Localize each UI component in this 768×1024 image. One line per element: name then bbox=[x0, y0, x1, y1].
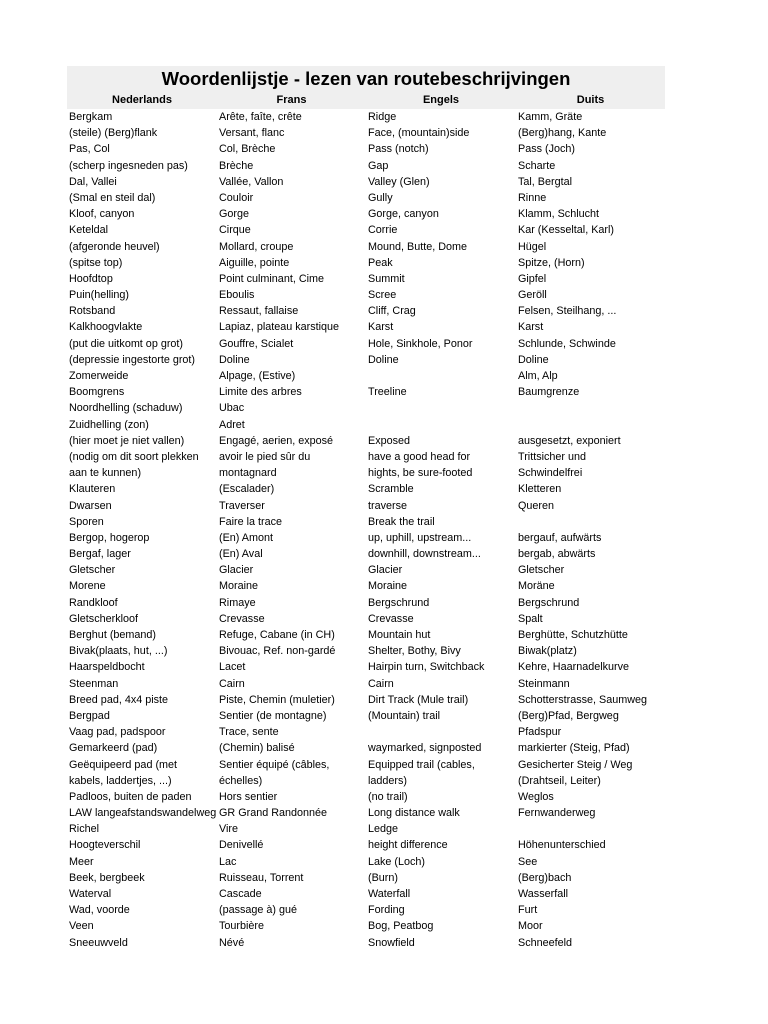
cell-nederlands: Haarspeldbocht bbox=[69, 661, 145, 674]
table-row bbox=[67, 562, 665, 578]
cell-duits: Spitze, (Horn) bbox=[518, 256, 585, 269]
cell-engels: Face, (mountain)side bbox=[368, 127, 470, 140]
cell-nederlands: Morene bbox=[69, 580, 106, 593]
cell-nederlands: Richel bbox=[69, 823, 100, 836]
table-row bbox=[67, 433, 665, 449]
cell-nederlands: Pas, Col bbox=[69, 143, 110, 156]
cell-nederlands: Kloof, canyon bbox=[69, 208, 135, 221]
cell-duits: Pfadspur bbox=[518, 726, 562, 739]
cell-frans: Arête, faîte, crête bbox=[219, 111, 302, 123]
cell-nederlands: Berghut (bemand) bbox=[69, 629, 157, 641]
table-row bbox=[67, 530, 665, 546]
cell-nederlands: Zomerweide bbox=[69, 370, 129, 382]
cell-nederlands: Dwarsen bbox=[69, 499, 112, 512]
cell-nederlands: Randkloof bbox=[69, 596, 118, 609]
cell-frans: Denivellé bbox=[219, 839, 264, 852]
word-list-sheet bbox=[67, 66, 665, 951]
cell-engels: Dirt Track (Mule trail) bbox=[368, 693, 469, 706]
cell-nederlands: kabels, laddertjes, ...) bbox=[69, 774, 172, 787]
table-row bbox=[67, 578, 665, 594]
cell-duits: markierter (Steig, Pfad) bbox=[518, 742, 630, 755]
cell-engels: Hole, Sinkhole, Ponor bbox=[368, 337, 473, 350]
cell-duits: Gipfel bbox=[518, 272, 547, 285]
cell-nederlands: Beek, bergbeek bbox=[69, 871, 145, 884]
cell-nederlands: (steile) (Berg)flank bbox=[69, 127, 158, 140]
table-row bbox=[67, 481, 665, 497]
cell-duits: See bbox=[518, 855, 538, 868]
cell-duits: Schwindelfrei bbox=[518, 467, 583, 480]
cell-engels: have a good head for bbox=[368, 450, 471, 463]
cell-engels: Corrie bbox=[368, 224, 398, 237]
cell-frans: Eboulis bbox=[219, 289, 255, 302]
cell-nederlands: (hier moet je niet vallen) bbox=[69, 434, 185, 447]
cell-duits: (Berg)hang, Kante bbox=[518, 127, 607, 140]
table-row bbox=[67, 805, 665, 821]
table-row bbox=[67, 255, 665, 271]
cell-frans: Brèche bbox=[219, 159, 254, 172]
cell-engels: Scree bbox=[368, 289, 397, 302]
cell-engels: traverse bbox=[368, 499, 408, 512]
table-row bbox=[67, 902, 665, 918]
cell-engels: Snowfield bbox=[368, 936, 415, 949]
table-row bbox=[67, 109, 665, 125]
cell-engels: Pass (notch) bbox=[368, 143, 429, 156]
cell-engels: downhill, downstream... bbox=[368, 548, 481, 561]
cell-frans: Vallée, Vallon bbox=[219, 175, 284, 188]
cell-duits: (Berg)Pfad, Bergweg bbox=[518, 709, 619, 722]
table-row bbox=[67, 724, 665, 740]
cell-frans: (Escalader) bbox=[219, 483, 275, 496]
cell-nederlands: Gletscherkloof bbox=[69, 612, 139, 625]
table-row bbox=[67, 708, 665, 724]
cell-duits bbox=[516, 417, 665, 433]
cell-duits: Trittsicher und bbox=[518, 450, 587, 463]
cell-nederlands: Bivak(plaats, hut, ...) bbox=[69, 645, 168, 658]
cell-duits bbox=[516, 400, 665, 416]
cell-frans: Piste, Chemin (muletier) bbox=[219, 693, 335, 706]
table-row bbox=[67, 789, 665, 805]
cell-duits: Weglos bbox=[518, 790, 554, 803]
cell-duits: Kar (Kesseltal, Karl) bbox=[518, 224, 615, 237]
cell-frans: (En) Amont bbox=[219, 531, 274, 544]
cell-nederlands: aan te kunnen) bbox=[69, 467, 142, 480]
table-row bbox=[67, 336, 665, 352]
cell-engels: Ridge bbox=[368, 111, 397, 123]
cell-frans: Alpage, (Estive) bbox=[219, 370, 296, 382]
cell-engels: Glacier bbox=[368, 564, 403, 577]
cell-frans: Rimaye bbox=[219, 596, 256, 609]
cell-frans: Ubac bbox=[219, 402, 245, 415]
cell-nederlands: Rotsband bbox=[69, 305, 116, 318]
cell-engels: Hairpin turn, Switchback bbox=[368, 661, 485, 674]
cell-duits: Queren bbox=[518, 499, 555, 512]
cell-nederlands: Zuidhelling (zon) bbox=[69, 418, 149, 431]
table-row bbox=[67, 352, 665, 368]
table-row bbox=[67, 676, 665, 692]
cell-nederlands: (depressie ingestorte grot) bbox=[69, 353, 196, 366]
cell-duits: Moräne bbox=[518, 580, 555, 593]
table-row bbox=[67, 740, 665, 756]
cell-frans: Aiguille, pointe bbox=[219, 256, 290, 269]
table-row bbox=[67, 498, 665, 514]
cell-duits: Schneefeld bbox=[518, 936, 573, 949]
cell-duits: Kletteren bbox=[518, 483, 562, 496]
column-header-duits: Duits bbox=[576, 94, 605, 106]
table-row bbox=[67, 174, 665, 190]
cell-duits: ausgesetzt, exponiert bbox=[518, 434, 621, 447]
cell-engels: waymarked, signposted bbox=[368, 742, 482, 755]
cell-engels: Equipped trail (cables, bbox=[368, 758, 475, 771]
table-row bbox=[67, 417, 665, 433]
cell-duits: Scharte bbox=[518, 159, 556, 172]
cell-duits: bergauf, aufwärts bbox=[518, 531, 602, 544]
cell-duits: (Drahtseil, Leiter) bbox=[518, 774, 601, 787]
cell-nederlands: (nodig om dit soort plekken bbox=[69, 450, 199, 463]
cell-frans: GR Grand Randonnée bbox=[219, 807, 328, 820]
cell-engels: height difference bbox=[368, 839, 448, 852]
word-table-body bbox=[67, 109, 665, 951]
cell-nederlands: (afgeronde heuvel) bbox=[69, 240, 160, 253]
table-row bbox=[67, 757, 665, 773]
cell-engels: (Mountain) trail bbox=[368, 709, 441, 722]
column-header-nederlands: Nederlands bbox=[112, 94, 172, 106]
cell-nederlands: Steenman bbox=[69, 677, 119, 690]
cell-frans: Lapiaz, plateau karstique bbox=[219, 321, 340, 334]
cell-nederlands: Sneeuwveld bbox=[69, 936, 128, 949]
table-row bbox=[67, 303, 665, 319]
table-row bbox=[67, 239, 665, 255]
cell-engels bbox=[366, 724, 516, 740]
cell-duits: Felsen, Steilhang, ... bbox=[518, 305, 617, 318]
cell-nederlands: Veen bbox=[69, 920, 94, 933]
table-row bbox=[67, 190, 665, 206]
cell-nederlands: Gemarkeerd (pad) bbox=[69, 742, 158, 755]
cell-frans: échelles) bbox=[219, 774, 263, 787]
cell-duits: Schlunde, Schwinde bbox=[518, 337, 616, 350]
cell-nederlands: Geëquipeerd pad (met bbox=[69, 758, 178, 771]
cell-nederlands: Waterval bbox=[69, 888, 112, 900]
table-row bbox=[67, 627, 665, 643]
cell-nederlands: LAW langeafstandswandelweg bbox=[69, 807, 217, 820]
cell-frans: (passage à) gué bbox=[219, 904, 298, 917]
cell-duits: Gletscher bbox=[518, 564, 565, 577]
cell-engels: Gully bbox=[368, 191, 393, 204]
cell-nederlands: Noordhelling (schaduw) bbox=[69, 402, 183, 415]
cell-frans: Point culminant, Cime bbox=[219, 272, 325, 285]
table-row bbox=[67, 821, 665, 837]
cell-frans: Versant, flanc bbox=[219, 127, 285, 140]
cell-frans: Trace, sente bbox=[219, 726, 279, 739]
column-header-engels: Engels bbox=[422, 94, 460, 106]
cell-frans: Refuge, Cabane (in CH) bbox=[219, 629, 335, 641]
table-row bbox=[67, 271, 665, 287]
cell-engels: Crevasse bbox=[368, 612, 414, 625]
table-row bbox=[67, 141, 665, 157]
table-row bbox=[67, 692, 665, 708]
cell-engels: ladders) bbox=[368, 774, 408, 787]
cell-nederlands: Padloos, buiten de paden bbox=[69, 790, 192, 803]
cell-frans: Cairn bbox=[219, 677, 245, 690]
cell-frans: Mollard, croupe bbox=[219, 240, 294, 253]
cell-nederlands: Dal, Vallei bbox=[69, 175, 117, 188]
cell-engels: Bergschrund bbox=[368, 596, 430, 609]
cell-duits: Steinmann bbox=[518, 677, 570, 690]
column-header-row bbox=[67, 92, 665, 109]
cell-engels: Shelter, Bothy, Bivy bbox=[368, 645, 461, 658]
cell-frans: Moraine bbox=[219, 580, 259, 593]
cell-duits: Furt bbox=[518, 904, 538, 917]
table-row bbox=[67, 514, 665, 530]
cell-nederlands: Wad, voorde bbox=[69, 904, 130, 917]
cell-nederlands: Kalkhoogvlakte bbox=[69, 321, 143, 334]
cell-duits: Hügel bbox=[518, 240, 547, 253]
cell-engels: (no trail) bbox=[368, 790, 408, 803]
cell-nederlands: Puin(helling) bbox=[69, 289, 130, 302]
cell-frans: montagnard bbox=[219, 467, 277, 480]
table-row bbox=[67, 611, 665, 627]
cell-engels: Break the trail bbox=[368, 515, 435, 528]
cell-engels: Moraine bbox=[368, 580, 408, 593]
cell-duits: Geröll bbox=[518, 289, 547, 302]
cell-duits: Pass (Joch) bbox=[518, 143, 575, 156]
cell-frans: Hors sentier bbox=[219, 790, 278, 803]
cell-duits: Biwak(platz) bbox=[518, 645, 577, 658]
cell-nederlands: Sporen bbox=[69, 515, 104, 528]
cell-frans: Traverser bbox=[219, 499, 265, 512]
cell-duits: Alm, Alp bbox=[518, 370, 558, 382]
cell-frans: Bivouac, Ref. non-gardé bbox=[219, 645, 336, 658]
cell-engels: Valley (Glen) bbox=[368, 175, 430, 188]
cell-nederlands: Vaag pad, padspoor bbox=[69, 726, 166, 739]
cell-frans: Sentier équipé (câbles, bbox=[219, 758, 330, 771]
cell-duits: Wasserfall bbox=[518, 888, 568, 900]
table-row bbox=[67, 773, 665, 789]
page-title: Woordenlijstje - lezen van routebeschrijvingen bbox=[67, 66, 665, 92]
table-row bbox=[67, 449, 665, 465]
cell-frans: Couloir bbox=[219, 191, 254, 204]
cell-duits: Fernwanderweg bbox=[518, 807, 596, 820]
cell-frans: Adret bbox=[219, 418, 245, 431]
cell-frans: Névé bbox=[219, 936, 245, 949]
cell-duits: bergab, abwärts bbox=[518, 548, 596, 561]
cell-frans: Crevasse bbox=[219, 612, 265, 625]
cell-frans: Ruisseau, Torrent bbox=[219, 871, 304, 884]
table-row bbox=[67, 595, 665, 611]
cell-frans: Lac bbox=[219, 855, 237, 868]
cell-duits: Kehre, Haarnadelkurve bbox=[518, 661, 630, 674]
cell-engels bbox=[366, 417, 516, 433]
cell-frans: Gorge bbox=[219, 208, 250, 221]
cell-duits: Tal, Bergtal bbox=[518, 175, 573, 188]
table-row bbox=[67, 643, 665, 659]
cell-duits: Kamm, Gräte bbox=[518, 111, 583, 123]
cell-nederlands: Gletscher bbox=[69, 564, 116, 577]
cell-frans: avoir le pied sûr du bbox=[219, 450, 311, 463]
cell-nederlands: Meer bbox=[69, 855, 94, 868]
cell-engels: Cairn bbox=[368, 677, 394, 690]
cell-frans: Sentier (de montagne) bbox=[219, 709, 327, 722]
cell-engels: (Burn) bbox=[368, 871, 398, 884]
cell-duits: Bergschrund bbox=[518, 596, 580, 609]
cell-frans: Cirque bbox=[219, 224, 251, 237]
cell-nederlands: Breed pad, 4x4 piste bbox=[69, 693, 169, 706]
table-row bbox=[67, 935, 665, 951]
cell-duits: Moor bbox=[518, 920, 543, 933]
cell-frans: Col, Brèche bbox=[219, 143, 276, 156]
cell-engels: Summit bbox=[368, 272, 405, 285]
cell-engels: Cliff, Crag bbox=[368, 305, 416, 318]
cell-engels: Fording bbox=[368, 904, 405, 917]
table-row bbox=[67, 287, 665, 303]
cell-nederlands: Bergkam bbox=[69, 111, 113, 123]
cell-duits: Rinne bbox=[518, 191, 547, 204]
cell-frans: Ressaut, fallaise bbox=[219, 305, 299, 318]
cell-duits bbox=[516, 514, 665, 530]
cell-frans: (En) Aval bbox=[219, 548, 263, 561]
cell-engels: Waterfall bbox=[368, 888, 411, 900]
table-row bbox=[67, 918, 665, 934]
table-row bbox=[67, 886, 665, 902]
cell-duits: Klamm, Schlucht bbox=[518, 208, 600, 221]
cell-duits: (Berg)bach bbox=[518, 871, 572, 884]
cell-nederlands: Bergop, hogerop bbox=[69, 531, 150, 544]
cell-engels bbox=[366, 400, 516, 416]
table-row bbox=[67, 870, 665, 886]
cell-engels: Ledge bbox=[368, 823, 399, 836]
cell-frans: Limite des arbres bbox=[219, 386, 302, 399]
cell-engels: up, uphill, upstream... bbox=[368, 531, 472, 544]
table-row bbox=[67, 222, 665, 238]
cell-engels: Gap bbox=[368, 159, 389, 172]
cell-nederlands: Klauteren bbox=[69, 483, 116, 496]
table-row bbox=[67, 465, 665, 481]
cell-engels: Lake (Loch) bbox=[368, 855, 426, 868]
table-row bbox=[67, 837, 665, 853]
table-row bbox=[67, 659, 665, 675]
table-row bbox=[67, 368, 665, 384]
table-row bbox=[67, 400, 665, 416]
cell-engels: Peak bbox=[368, 256, 393, 269]
cell-nederlands: (scherp ingesneden pas) bbox=[69, 159, 188, 172]
cell-duits: Karst bbox=[518, 321, 544, 334]
cell-frans: (Chemin) balisé bbox=[219, 742, 295, 755]
cell-engels: Mountain hut bbox=[368, 629, 431, 641]
table-row bbox=[67, 319, 665, 335]
column-header-frans: Frans bbox=[276, 94, 307, 106]
cell-duits bbox=[516, 821, 665, 837]
cell-frans: Cascade bbox=[219, 888, 262, 900]
cell-engels: Long distance walk bbox=[368, 807, 460, 820]
cell-duits: Baumgrenze bbox=[518, 386, 580, 399]
cell-nederlands: Boomgrens bbox=[69, 386, 125, 399]
cell-duits: Berghütte, Schutzhütte bbox=[518, 629, 628, 641]
cell-engels: Exposed bbox=[368, 434, 411, 447]
table-row bbox=[67, 854, 665, 870]
cell-frans: Engagé, aerien, exposé bbox=[219, 434, 334, 447]
cell-duits: Schotterstrasse, Saumweg bbox=[518, 693, 648, 706]
cell-frans: Doline bbox=[219, 353, 250, 366]
table-row bbox=[67, 546, 665, 562]
cell-engels: Doline bbox=[368, 353, 399, 366]
cell-nederlands: Hoofdtop bbox=[69, 272, 113, 285]
cell-engels: Bog, Peatbog bbox=[368, 920, 434, 933]
cell-nederlands: Keteldal bbox=[69, 224, 109, 237]
cell-engels: Treeline bbox=[368, 386, 407, 399]
cell-frans: Lacet bbox=[219, 661, 246, 674]
cell-frans: Gouffre, Scialet bbox=[219, 337, 294, 350]
table-row bbox=[67, 158, 665, 174]
cell-nederlands: (Smal en steil dal) bbox=[69, 191, 156, 204]
cell-frans: Faire la trace bbox=[219, 515, 283, 528]
table-row bbox=[67, 206, 665, 222]
cell-nederlands: Bergpad bbox=[69, 709, 110, 722]
cell-frans: Tourbière bbox=[219, 920, 265, 933]
table-row bbox=[67, 384, 665, 400]
cell-nederlands: (spitse top) bbox=[69, 256, 123, 269]
cell-nederlands: (put die uitkomt op grot) bbox=[69, 337, 184, 350]
cell-nederlands: Bergaf, lager bbox=[69, 548, 131, 561]
cell-frans: Vire bbox=[219, 823, 239, 836]
cell-engels bbox=[366, 368, 516, 384]
cell-nederlands: Hoogteverschil bbox=[69, 839, 141, 852]
cell-engels: Mound, Butte, Dome bbox=[368, 240, 468, 253]
cell-duits: Spalt bbox=[518, 612, 543, 625]
cell-engels: Scramble bbox=[368, 483, 414, 496]
table-row bbox=[67, 125, 665, 141]
cell-duits: Doline bbox=[518, 353, 549, 366]
cell-duits: Gesicherter Steig / Weg bbox=[518, 758, 633, 771]
cell-engels: hights, be sure-footed bbox=[368, 467, 473, 480]
cell-frans: Glacier bbox=[219, 564, 254, 577]
cell-engels: Gorge, canyon bbox=[368, 208, 439, 221]
cell-duits: Höhenunterschied bbox=[518, 839, 606, 852]
cell-engels: Karst bbox=[368, 321, 394, 334]
